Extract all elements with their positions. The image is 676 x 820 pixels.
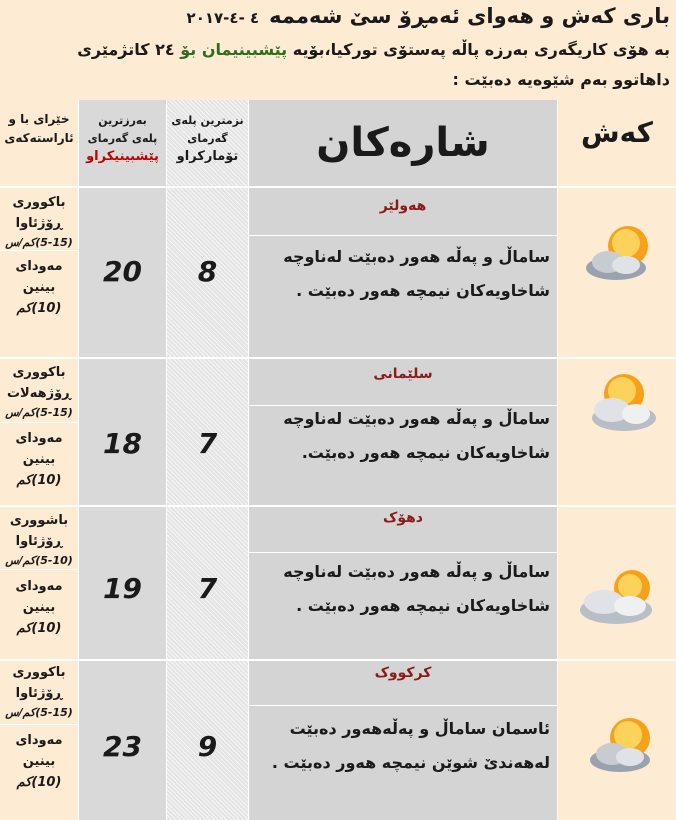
forecast-table	[0, 100, 676, 820]
row-divider	[0, 357, 676, 359]
visibility-value: (10)کم	[16, 621, 62, 636]
subtitle-suffix: ٢٤ کاتژمێری	[77, 40, 175, 59]
description-line: ساماڵ و پەڵە هەور دەبێت لەناوچە	[283, 247, 550, 266]
header-wind	[0, 100, 78, 186]
wind-direction: باکووری	[12, 665, 66, 680]
min-temp: 7	[197, 427, 218, 460]
city-description	[258, 402, 550, 470]
visibility-label: مەودای	[15, 431, 63, 446]
sub-divider	[0, 724, 78, 725]
wind-direction: ڕۆژئاوا	[15, 216, 63, 231]
wind-speed: (5-15)کم/س	[5, 706, 73, 719]
header-min-line1: نزمترین پلەی	[171, 114, 244, 127]
city-description	[258, 240, 550, 308]
wind-direction: باشووری	[9, 513, 69, 528]
wind-direction: باکووری	[12, 195, 66, 210]
visibility-label: بینین	[22, 600, 56, 615]
visibility-label: بینین	[22, 280, 56, 295]
title-date: ٤ -٤-٢٠١٧	[186, 9, 260, 27]
max-temp: 23	[103, 730, 142, 763]
subtitle-line3: داهاتوو بەم شێوەیە دەبێت :	[452, 70, 670, 89]
col-max	[79, 100, 166, 820]
wind-speed: (5-10)کم/س	[5, 554, 73, 567]
wind-direction: ڕۆژهەلات	[6, 386, 72, 401]
description-line: ساماڵ و پەڵە هەور دەبێت لەناوچە	[283, 562, 550, 581]
partly-cloudy-icon	[580, 710, 670, 780]
header-min-line2: گەرمای	[187, 132, 228, 145]
row-divider	[0, 186, 676, 188]
description-line: لەهەندێ شوێن نیمچە هەور دەبێت .	[271, 753, 550, 772]
row-divider	[0, 659, 676, 661]
partly-cloudy-icon	[572, 368, 662, 438]
subtitle	[77, 40, 670, 59]
city-name: کرکووک	[374, 665, 432, 681]
description-line: شاخاویەکان نیمچە هەور دەبێت .	[296, 281, 550, 300]
visibility-value: (10)کم	[16, 473, 62, 488]
description-line: ئاسمان ساماڵ و پەڵەهەور دەبێت	[289, 719, 550, 738]
wind-info	[0, 362, 78, 422]
wind-info	[0, 192, 78, 252]
min-temp: 7	[197, 572, 218, 605]
page-title	[187, 4, 670, 28]
city-name: هەولێر	[379, 198, 427, 214]
visibility-value: (10)کم	[16, 301, 62, 316]
subtitle-green: پێشبینیمان بۆ	[180, 40, 288, 59]
visibility-value: (10)کم	[16, 775, 62, 790]
header-min	[167, 100, 248, 186]
max-temp: 19	[103, 572, 142, 605]
wind-direction: باکووری	[12, 365, 66, 380]
city-description	[258, 555, 550, 623]
subtitle-prefix: بە هۆی کاریگەری بەرزە پاڵە پەستۆی تورکیا،بۆیە	[292, 40, 670, 59]
visibility-label: مەودای	[15, 733, 63, 748]
wind-speed: (5-15)کم/س	[5, 406, 73, 419]
description-line: ساماڵ و پەڵە هەور دەبێت لەناوچە	[283, 409, 550, 428]
visibility-info	[0, 576, 78, 639]
visibility-label: بینین	[22, 452, 56, 467]
city-description	[258, 712, 550, 780]
wind-speed: (5-15)کم/س	[5, 236, 73, 249]
description-line: شاخاویەکان نیمچە هەور دەبێت .	[296, 596, 550, 615]
max-temp: 18	[103, 427, 142, 460]
visibility-info	[0, 428, 78, 491]
divider	[557, 100, 558, 820]
sub-divider	[249, 235, 557, 236]
header-cities: شارەکان	[316, 120, 490, 166]
wind-direction: ڕۆژئاوا	[15, 686, 63, 701]
wind-info	[0, 662, 78, 722]
visibility-label: بینین	[22, 754, 56, 769]
header-wind-line1: خێرای با و	[8, 112, 70, 126]
divider	[166, 100, 167, 820]
visibility-info	[0, 256, 78, 319]
wind-info	[0, 510, 78, 570]
col-min	[167, 100, 248, 820]
page-header	[0, 0, 676, 96]
sub-divider	[249, 705, 557, 706]
row-divider	[0, 505, 676, 507]
divider	[78, 100, 79, 820]
header-min-line3: تۆمارکراو	[176, 149, 239, 164]
header-max-line2: پلەی گەرمای	[87, 132, 158, 145]
partly-cloudy-icon	[578, 218, 668, 288]
sub-divider	[249, 552, 557, 553]
header-weather: کەش	[581, 116, 653, 149]
visibility-label: مەودای	[15, 259, 63, 274]
visibility-info	[0, 730, 78, 793]
city-name: سلێمانی	[373, 366, 433, 382]
header-max-line1: بەرزترین	[98, 114, 147, 127]
header-wind-line2: ئاراستەکەی	[4, 131, 74, 145]
partly-cloudy-icon	[572, 562, 662, 632]
min-temp: 9	[197, 730, 218, 763]
sub-divider	[0, 422, 78, 423]
header-max	[79, 100, 166, 186]
max-temp: 20	[103, 255, 142, 288]
min-temp: 8	[197, 255, 218, 288]
header-max-line3: پێشبینیکراو	[86, 149, 159, 164]
wind-direction: ڕۆژئاوا	[15, 534, 63, 549]
description-line: شاخاویەکان نیمچە هەور دەبێت.	[301, 443, 550, 462]
title-text: باری کەش و هەوای ئەمڕۆ سێ شەممە	[269, 4, 670, 28]
city-name: دهۆک	[382, 510, 423, 526]
visibility-label: مەودای	[15, 579, 63, 594]
